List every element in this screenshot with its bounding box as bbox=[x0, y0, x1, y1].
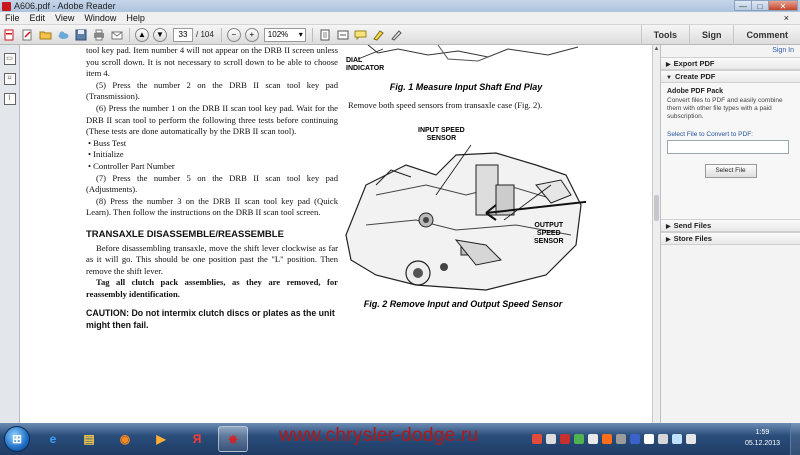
page-thumbnails-icon[interactable]: ▭ bbox=[4, 53, 16, 65]
remove-sensors-paragraph: Remove both speed sensors from transaxle case (Fig. 2). bbox=[348, 100, 543, 110]
fit-page-icon[interactable] bbox=[318, 28, 332, 42]
taskbar-acrobat-icon[interactable]: ⎈ bbox=[218, 426, 248, 452]
email-icon[interactable] bbox=[110, 28, 124, 42]
bookmarks-icon[interactable]: ⌑ bbox=[4, 73, 16, 85]
tray-icon[interactable] bbox=[588, 434, 598, 444]
collapsed-arrow-icon: ▶ bbox=[666, 62, 671, 68]
select-file-button[interactable]: Select File bbox=[705, 164, 757, 178]
sign-in-link[interactable]: Sign In bbox=[772, 47, 794, 54]
fig1-caption: Fig. 1 Measure Input Shaft End Play bbox=[389, 82, 543, 92]
adobe-reader-icon bbox=[2, 2, 11, 11]
tools-tab[interactable]: Tools bbox=[641, 25, 689, 45]
create-pdf-section[interactable]: ▼ Create PDF bbox=[661, 70, 800, 83]
system-clock[interactable]: 1:59 05.12.2013 bbox=[744, 429, 780, 447]
tray-icon[interactable] bbox=[644, 434, 654, 444]
minimize-button[interactable]: — bbox=[734, 0, 752, 11]
document-view[interactable] bbox=[20, 45, 652, 423]
paragraph-tag-clutch: Tag all clutch pack assemblies, as they are removed, for reassembly identification. bbox=[86, 277, 338, 299]
close-button[interactable]: ✕ bbox=[768, 0, 798, 11]
navigation-pane bbox=[0, 45, 20, 423]
site-watermark: www.chrysler-dodge.ru bbox=[279, 425, 479, 446]
create-pdf-panel bbox=[661, 83, 800, 219]
tray-icon[interactable] bbox=[616, 434, 626, 444]
comment-bubble-icon[interactable] bbox=[354, 28, 368, 42]
toolbar-separator bbox=[129, 28, 130, 42]
page-total: / 104 bbox=[196, 30, 214, 39]
title-bar bbox=[0, 0, 800, 12]
comment-tab[interactable]: Comment bbox=[733, 25, 800, 45]
print-icon[interactable] bbox=[92, 28, 106, 42]
menu-help[interactable]: Help bbox=[126, 13, 145, 23]
window-controls bbox=[735, 0, 798, 12]
open-folder-icon[interactable] bbox=[38, 28, 52, 42]
windows-logo-icon: ⊞ bbox=[11, 432, 23, 446]
volume-icon[interactable] bbox=[686, 434, 696, 444]
previous-page-icon[interactable]: ▲ bbox=[135, 28, 149, 42]
start-button[interactable] bbox=[4, 426, 30, 452]
taskbar-media-icon[interactable]: ▶ bbox=[156, 432, 166, 446]
tray-icon[interactable] bbox=[602, 434, 612, 444]
menu-bar bbox=[0, 12, 800, 25]
send-files-section[interactable]: ▶ Send Files bbox=[661, 219, 800, 232]
tray-icon[interactable] bbox=[546, 434, 556, 444]
window-title: A606.pdf - Adobe Reader bbox=[14, 1, 116, 11]
bullet-item: • Controller Part Number bbox=[88, 160, 175, 171]
scroll-thumb[interactable] bbox=[654, 195, 659, 221]
sign-tab[interactable]: Sign bbox=[689, 25, 734, 45]
system-tray bbox=[530, 429, 698, 449]
output-speed-sensor-label: OUTPUT SPEED SENSOR bbox=[534, 222, 564, 245]
step-5: (5) Press the number 2 on the DRB II scan tool key pad (Transmission). bbox=[86, 79, 338, 102]
menu-edit[interactable]: Edit bbox=[29, 13, 46, 23]
attachments-icon[interactable]: ⌇ bbox=[4, 93, 16, 105]
zoom-in-icon[interactable]: + bbox=[245, 28, 259, 42]
step-7: (7) Press the number 5 on the DRB II scan tool key pad (Adjustments). bbox=[86, 172, 338, 195]
document-scrollbar[interactable] bbox=[652, 45, 660, 423]
tools-pane bbox=[660, 45, 800, 423]
step-8: (8) Press the number 3 on the DRB II scan tool key pad (Quick Learn). Then follow the instructions on the DRB II scan tool screen. bbox=[86, 195, 338, 218]
step-6: (6) Press the number 1 on the DRB II scan tool key pad. Wait for the DRB II scan tool to perform the following three tests before continuing (These tests are done automatically by the DRB II scan tool). bbox=[86, 102, 338, 137]
toolbar-separator bbox=[221, 28, 222, 42]
paragraph-continued: tool key pad. Item number 4 will not appear on the DRB II screen unless you scroll down. It is not necessary to scroll down to be able to choose item 4. bbox=[86, 45, 338, 79]
cloud-icon[interactable] bbox=[56, 28, 70, 42]
tray-icon[interactable] bbox=[560, 434, 570, 444]
input-speed-sensor-label: INPUT SPEED SENSOR bbox=[418, 127, 465, 142]
section-heading: TRANSAXLE DISASSEMBLE/REASSEMBLE bbox=[86, 228, 284, 240]
taskbar-explorer-icon[interactable]: ▤ bbox=[83, 432, 95, 446]
fig2-caption: Fig. 2 Remove Input and Output Speed Sensor bbox=[363, 299, 563, 309]
menu-file[interactable]: File bbox=[5, 13, 20, 23]
sign-pen-icon[interactable] bbox=[390, 28, 404, 42]
pack-description: Convert files to PDF and easily combine them with other file types with a paid subscription. bbox=[667, 97, 783, 120]
fig2-illustration bbox=[336, 125, 586, 293]
maximize-button[interactable]: □ bbox=[751, 0, 769, 11]
save-icon[interactable] bbox=[74, 28, 88, 42]
store-files-section[interactable]: ▶ Store Files bbox=[661, 232, 800, 245]
toolbar-separator bbox=[312, 28, 313, 42]
export-pdf-section[interactable]: ▶ Export PDF bbox=[661, 57, 800, 70]
menu-view[interactable]: View bbox=[55, 13, 75, 23]
dial-indicator-label: DIAL INDICATOR bbox=[346, 57, 385, 72]
expanded-arrow-icon: ▼ bbox=[666, 75, 672, 81]
menu-window[interactable]: Window bbox=[84, 13, 117, 23]
close-document-button[interactable]: × bbox=[783, 13, 789, 23]
network-icon[interactable] bbox=[672, 434, 682, 444]
tray-icon[interactable] bbox=[532, 434, 542, 444]
tray-icon[interactable] bbox=[658, 434, 668, 444]
next-page-icon[interactable]: ▼ bbox=[153, 28, 167, 42]
bullet-item: • Buss Test bbox=[88, 137, 127, 148]
scroll-up-icon[interactable]: ▲ bbox=[653, 46, 660, 52]
file-path-input[interactable] bbox=[667, 140, 789, 154]
bullet-item: • Initialize bbox=[88, 149, 124, 160]
caution-note: CAUTION: Do not intermix clutch discs or plates as the unit might then fail. bbox=[86, 308, 335, 331]
collapsed-arrow-icon: ▶ bbox=[666, 237, 671, 243]
show-desktop-button[interactable] bbox=[790, 423, 800, 455]
taskbar-firefox-icon[interactable]: ◉ bbox=[119, 432, 131, 446]
select-file-label: Select File to Convert to PDF: bbox=[667, 131, 753, 138]
fit-width-icon[interactable] bbox=[336, 28, 350, 42]
tray-icon[interactable] bbox=[574, 434, 584, 444]
toolbar bbox=[0, 25, 800, 45]
zoom-out-icon[interactable]: − bbox=[227, 28, 241, 42]
pack-title: Adobe PDF Pack bbox=[667, 88, 724, 95]
edit-pdf-icon[interactable] bbox=[20, 28, 34, 42]
toolbar-right-links bbox=[641, 25, 800, 45]
left-text-column bbox=[86, 45, 338, 332]
taskbar-yandex-icon[interactable]: Я bbox=[192, 432, 202, 446]
create-pdf-icon[interactable] bbox=[2, 28, 16, 42]
taskbar-ie-icon[interactable]: e bbox=[49, 432, 57, 446]
tray-icon[interactable] bbox=[630, 434, 640, 444]
collapsed-arrow-icon: ▶ bbox=[666, 224, 671, 230]
highlight-icon[interactable] bbox=[372, 28, 386, 42]
zoom-select[interactable]: 102% ▾ bbox=[264, 28, 306, 42]
page-number-input[interactable]: 33 bbox=[173, 28, 193, 42]
paragraph-before-disassembling: Before disassembling transaxle, move the shift lever clockwise as far as it will go. This should be one position past the "L" position. Then remove the shift lever. bbox=[86, 242, 338, 276]
